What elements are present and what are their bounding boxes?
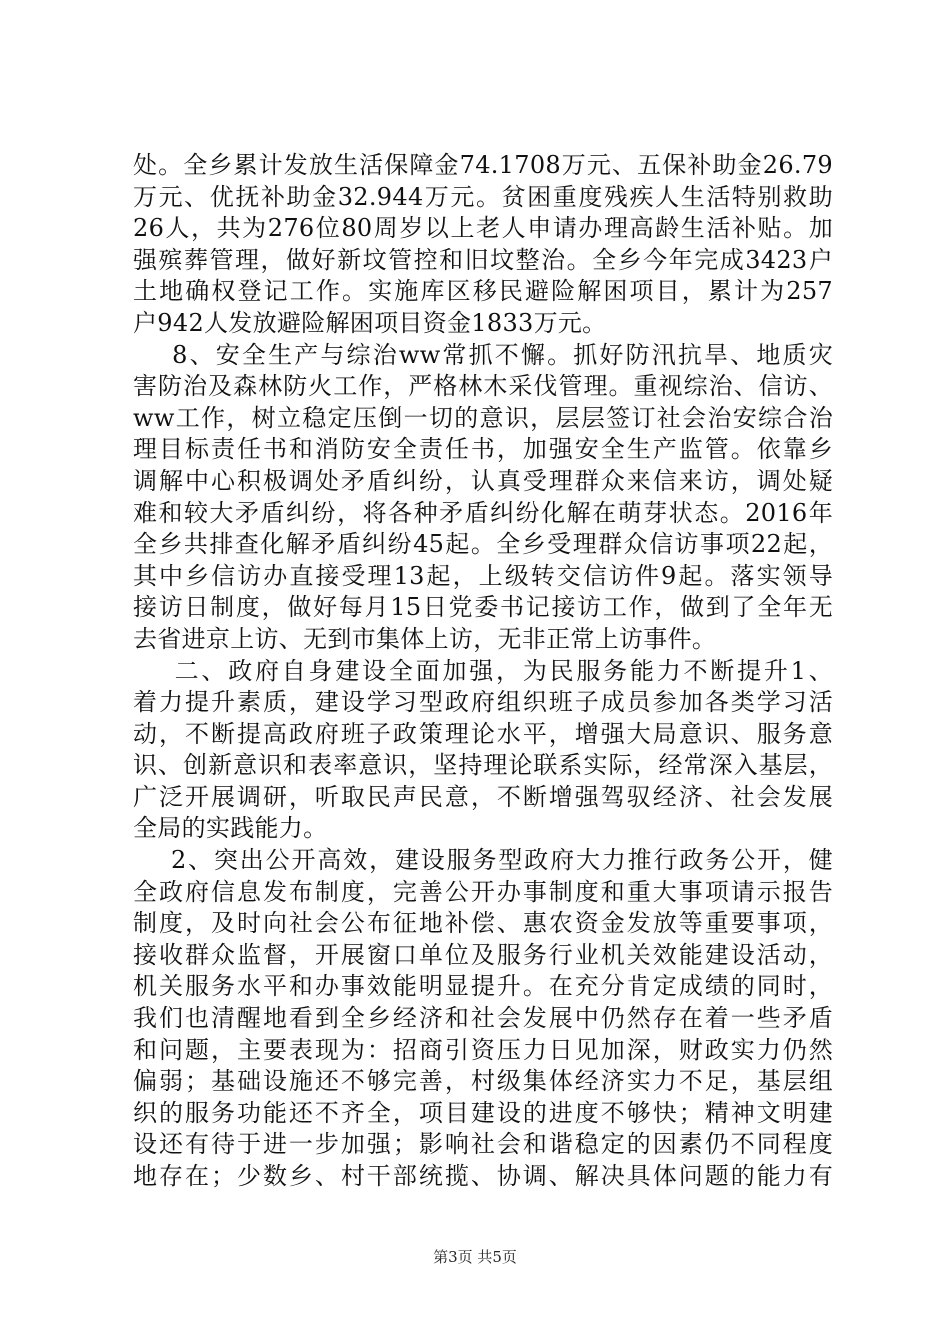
body-text (133, 150, 833, 1193)
text-line: 万元、优抚补助金32.944万元。贫困重度残疾人生活特别救助 (133, 182, 833, 211)
text-line: 难和较大矛盾纠纷，将各种矛盾纠纷化解在萌芽状态。2016年 (133, 498, 833, 527)
text-line: 动，不断提高政府班子政策理论水平，增强大局意识、服务意 (133, 719, 833, 748)
text-line: 识、创新意识和表率意识，坚持理论联系实际，经常深入基层， (133, 751, 833, 780)
text-line: 广泛开展调研，听取民声民意，不断增强驾驭经济、社会发展 (133, 782, 833, 811)
text-line: 8、安全生产与综治ww常抓不懈。抓好防汛抗旱、地质灾 (133, 340, 833, 369)
text-line: 全政府信息发布制度，完善公开办事制度和重大事项请示报告 (133, 877, 833, 906)
text-line: 处。全乡累计发放生活保障金74.1708万元、五保补助金26.79 (133, 151, 833, 179)
text-line: 调解中心积极调处矛盾纠纷，认真受理群众来信来访，调处疑 (133, 466, 833, 495)
text-line: 害防治及森林防火工作，严格林木采伐管理。重视综治、信访、 (133, 372, 833, 401)
text-line: 全乡共排查化解矛盾纠纷45起。全乡受理群众信访事项22起， (133, 530, 833, 559)
text-line: 机关服务水平和办事效能明显提升。在充分肯定成绩的同时， (133, 972, 833, 1001)
text-line: 二、政府自身建设全面加强，为民服务能力不断提升1、 (133, 656, 833, 685)
text-line: 户942人发放避险解困项目资金1833万元。 (133, 308, 607, 337)
text-line: 地存在；少数乡、村干部统揽、协调、解决具体问题的能力有 (133, 1162, 833, 1190)
text-line: 制度，及时向社会公布征地补偿、惠农资金发放等重要事项， (133, 909, 833, 938)
text-line: 和问题，主要表现为：招商引资压力日见加深，财政实力仍然 (133, 1035, 833, 1064)
text-line: 理目标责任书和消防安全责任书，加强安全生产监管。依靠乡 (133, 435, 833, 464)
text-line: 土地确权登记工作。实施库区移民避险解困项目，累计为257 (133, 277, 833, 306)
text-line: 设还有待于进一步加强；影响社会和谐稳定的因素仍不同程度 (133, 1130, 833, 1159)
text-line: 2、突出公开高效，建设服务型政府大力推行政务公开，健 (133, 846, 833, 875)
text-line: ww工作，树立稳定压倒一切的意识，层层签订社会治安综合治 (133, 403, 833, 432)
text-line: 去省进京上访、无到市集体上访，无非正常上访事件。 (133, 624, 717, 653)
text-line: 着力提升素质，建设学习型政府组织班子成员参加各类学习活 (133, 688, 833, 717)
text-line: 接访日制度，做好每月15日党委书记接访工作，做到了全年无 (133, 593, 833, 622)
text-line: 我们也清醒地看到全乡经济和社会发展中仍然存在着一些矛盾 (133, 1004, 833, 1033)
text-line: 全局的实践能力。 (133, 814, 328, 843)
text-line: 26人，共为276位80周岁以上老人申请办理高龄生活补贴。加 (133, 214, 833, 243)
text-line: 其中乡信访办直接受理13起，上级转交信访件9起。落实领导 (133, 561, 833, 590)
text-line: 强殡葬管理，做好新坟管控和旧坟整治。全乡今年完成3423户 (133, 245, 833, 274)
text-line: 偏弱；基础设施还不够完善，村级集体经济实力不足，基层组 (133, 1067, 833, 1096)
page-footer: 第3页 共5页 (433, 1248, 517, 1266)
text-line: 织的服务功能还不齐全，项目建设的进度不够快；精神文明建 (133, 1098, 833, 1127)
text-line: 接收群众监督，开展窗口单位及服务行业机关效能建设活动， (133, 940, 833, 969)
